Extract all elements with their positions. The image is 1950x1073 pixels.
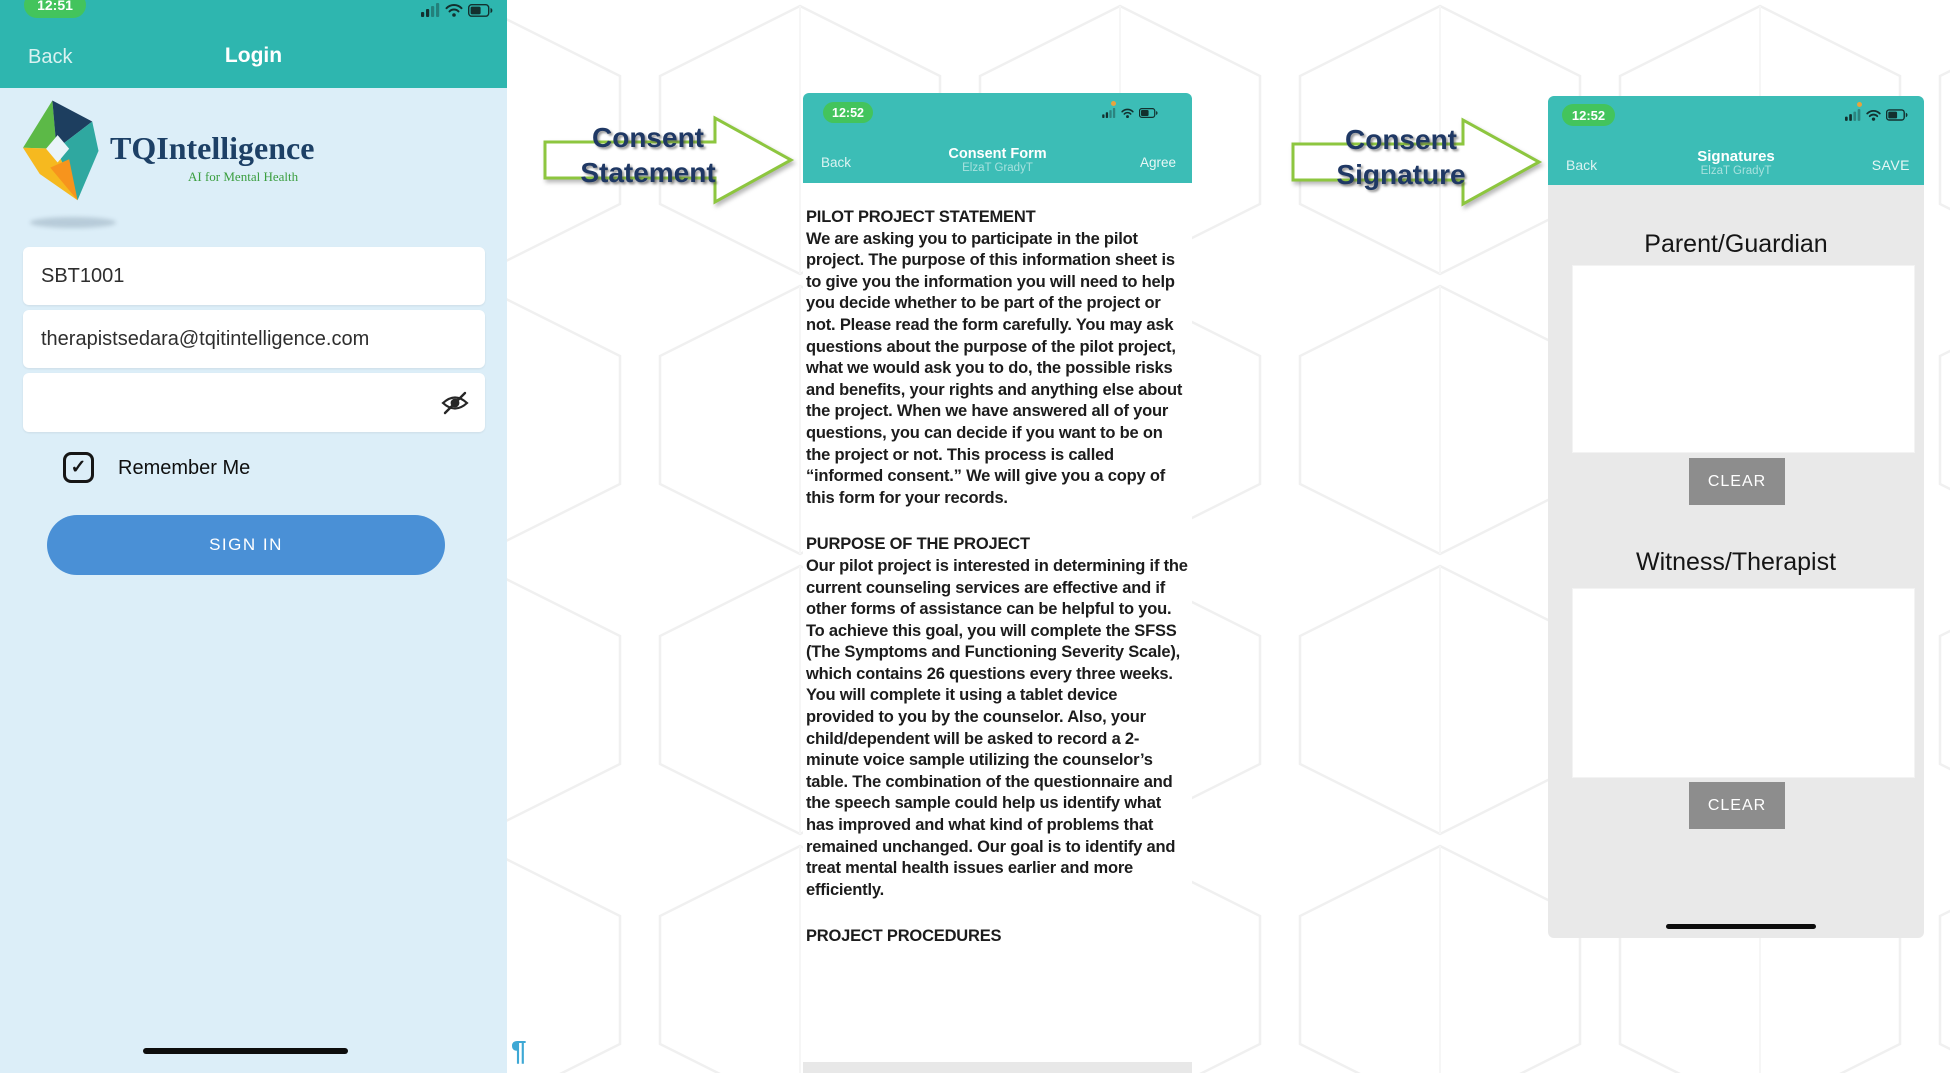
back-button[interactable]: Back: [1566, 157, 1598, 173]
consent-section: [806, 207, 1188, 509]
status-icons: [1845, 109, 1908, 121]
flow-label-consent-statement: [548, 120, 748, 190]
parent-guardian-signature-pad[interactable]: [1572, 265, 1915, 453]
signatures-title-block: [1548, 148, 1924, 177]
home-indicator[interactable]: [1666, 924, 1816, 929]
save-button[interactable]: SAVE: [1871, 157, 1910, 173]
flow-label-line2: Statement: [580, 157, 716, 188]
tqintelligence-gem-icon: [23, 99, 109, 207]
page-bottom-strip: [803, 1062, 1192, 1073]
recording-dot: [1857, 102, 1862, 107]
username-input[interactable]: [23, 247, 485, 305]
password-field-wrap: [23, 373, 485, 432]
sign-in-button[interactable]: SIGN IN: [47, 515, 445, 575]
client-name: ElzaT GradyT: [962, 162, 1033, 174]
status-time: 12:52: [823, 102, 873, 123]
section-heading: PILOT PROJECT STATEMENT: [806, 208, 1036, 226]
signal-icon: [421, 3, 440, 17]
back-button[interactable]: Back: [821, 155, 852, 170]
logo-shadow: [30, 217, 116, 228]
page-title: Login: [224, 44, 283, 67]
flow-label-line1: Consent: [592, 122, 704, 153]
consent-title-block: [803, 146, 1192, 174]
flow-label-line2: Signature: [1336, 159, 1466, 190]
wifi-icon: [1121, 108, 1134, 118]
parent-guardian-label: Parent/Guardian: [1644, 230, 1828, 258]
remember-me-label: Remember Me: [118, 457, 251, 479]
signal-icon: [1845, 109, 1861, 121]
email-field-wrap: [23, 310, 485, 368]
battery-icon: [1139, 108, 1158, 118]
recording-dot: [1111, 101, 1116, 106]
paragraph-mark: ¶: [511, 1035, 527, 1066]
consent-form-screen: [803, 93, 1192, 1073]
password-input[interactable]: [23, 373, 485, 432]
back-button[interactable]: Back: [28, 46, 73, 68]
username-field-wrap: [23, 247, 485, 305]
email-input[interactable]: [23, 310, 485, 368]
consent-navbar: [803, 93, 1192, 183]
flow-label-consent-signature: [1296, 122, 1506, 192]
checkmark-icon: ✓: [70, 457, 87, 478]
section-heading: PURPOSE OF THE PROJECT: [806, 535, 1030, 554]
eye-off-icon[interactable]: [440, 390, 470, 416]
status-icons: [421, 3, 493, 17]
signal-icon: [1102, 108, 1116, 118]
agree-button[interactable]: Agree: [1139, 155, 1176, 170]
status-time: 12:52: [1562, 104, 1615, 126]
section-body: Our pilot project is interested in determining if the current counseling services are effective and if other forms of assistance can be helpful to you. To achieve this goal, you will complete the SFSS (The Symptoms and Functioning Severity Scale), which contains 26 questions every three weeks. You will complete it using a tablet device provided to you by the counselor. Also, your child/dependent will be asked to record a 2-minute voice sample utilizing the counselor’s table. The combination of the questionnaire and the speech sample could help us identify what has improved and what kind of problems that remained unchanged. Our goal is to identify and treat mental health issues earlier and more efficiently.: [806, 556, 1188, 899]
clear-button[interactable]: CLEAR: [1689, 782, 1785, 829]
remember-me-checkbox[interactable]: [63, 452, 94, 483]
clear-button[interactable]: CLEAR: [1689, 458, 1785, 505]
page-title: Consent Form: [948, 146, 1047, 162]
consent-section: [806, 534, 1188, 901]
signatures-screen: [1548, 96, 1924, 938]
page-title: Signatures: [1697, 148, 1775, 165]
section-heading: PROJECT PROCEDURES: [806, 927, 1002, 946]
witness-therapist-signature-pad[interactable]: [1572, 588, 1915, 778]
status-icons: [1102, 108, 1158, 118]
client-name: ElzaT GradyT: [1700, 165, 1772, 177]
consent-section: [806, 926, 1188, 948]
login-navbar: [0, 0, 507, 88]
witness-therapist-label: Witness/Therapist: [1635, 548, 1837, 576]
wifi-icon: [1866, 109, 1881, 121]
home-indicator[interactable]: [143, 1048, 348, 1054]
brand-name: TQIntelligence: [110, 130, 315, 166]
battery-icon: [1886, 109, 1908, 121]
battery-icon: [468, 4, 493, 17]
brand-tagline: AI for Mental Health: [188, 169, 299, 184]
wifi-icon: [445, 3, 463, 17]
section-body: We are asking you to participate in the pilot project. The purpose of this information sheet is to give you the information you will need to help you decide whether to be part of the project or not. Please read the form carefully. You may ask questions about the purpose of the pilot project, what we would ask you to do, the possible risks and benefits, your rights and anything else about the project. When we have answered all of your questions, you can decide if you want to be on the project or not. This process is called “informed consent.” We will give you a copy of this form for your records.: [806, 229, 1183, 507]
flow-label-line1: Consent: [1345, 124, 1457, 155]
login-screen: [0, 0, 507, 1073]
status-time: 12:51: [24, 0, 86, 18]
consent-text: [803, 183, 1192, 973]
signatures-navbar: [1548, 96, 1924, 185]
